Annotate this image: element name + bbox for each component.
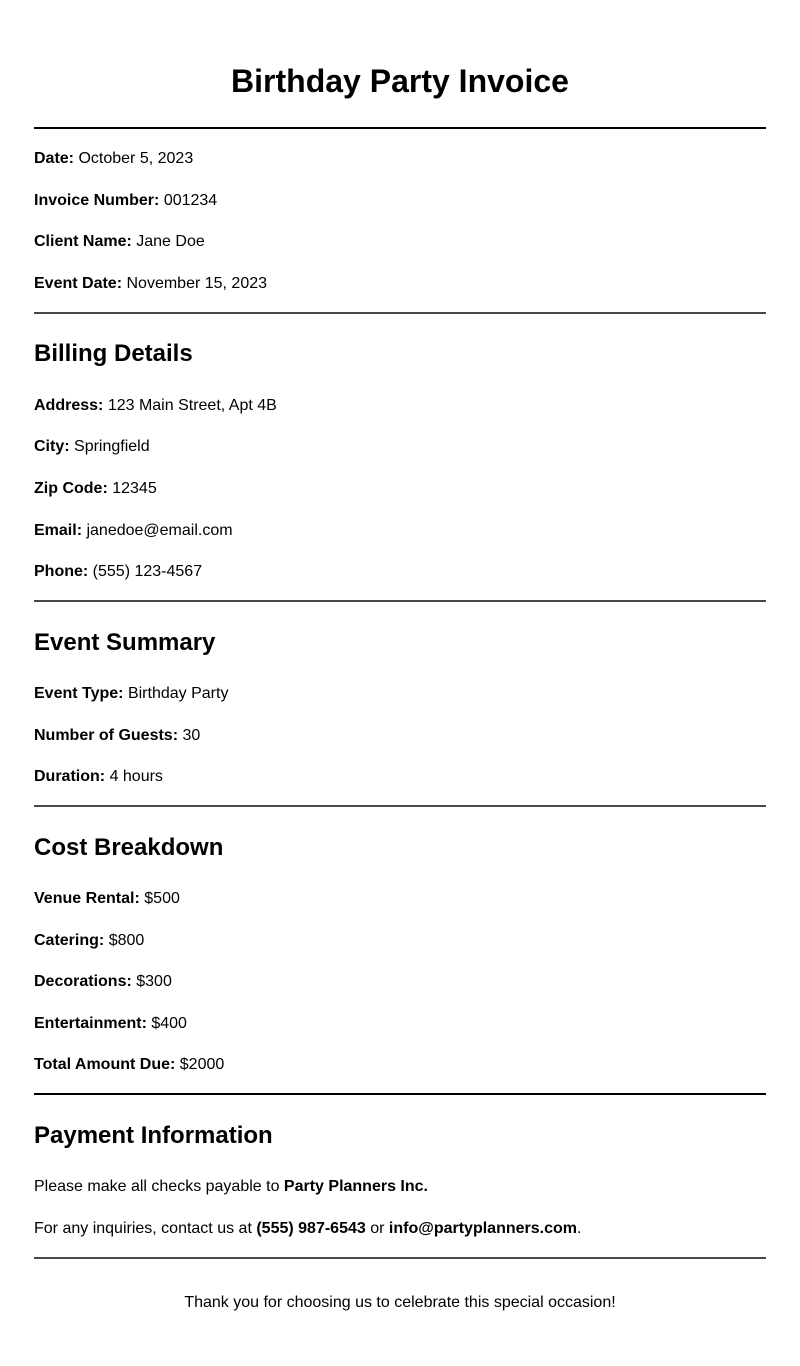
summary-heading: Event Summary bbox=[34, 629, 216, 656]
inquiries-text: For any inquiries, contact us at bbox=[34, 1220, 252, 1237]
client-name-value: Jane Doe bbox=[136, 233, 205, 250]
decorations-label: Decorations: bbox=[34, 973, 132, 990]
entertainment-row bbox=[34, 1014, 187, 1034]
phone-label: Phone: bbox=[34, 563, 89, 580]
contact-phone: (555) 987-6543 bbox=[256, 1220, 366, 1237]
payment-heading: Payment Information bbox=[34, 1122, 273, 1149]
date-value: October 5, 2023 bbox=[78, 150, 194, 167]
address-value: 123 Main Street, Apt 4B bbox=[107, 397, 277, 414]
or-text: or bbox=[370, 1220, 385, 1237]
event-type-label: Event Type: bbox=[34, 685, 124, 702]
event-date-value: November 15, 2023 bbox=[126, 275, 268, 292]
event-type-value: Birthday Party bbox=[127, 685, 229, 702]
billing-heading: Billing Details bbox=[34, 340, 193, 367]
venue-value: $500 bbox=[144, 890, 180, 907]
total-row bbox=[34, 1055, 224, 1075]
thank-you-footer: Thank you for choosing us to celebrate this special occasion! bbox=[184, 1294, 616, 1311]
venue-label: Venue Rental: bbox=[34, 890, 140, 907]
divider bbox=[34, 600, 766, 602]
payee-name: Party Planners Inc. bbox=[283, 1178, 428, 1195]
guests-label: Number of Guests: bbox=[34, 727, 179, 744]
entertainment-label: Entertainment: bbox=[34, 1015, 147, 1032]
invoice-number-label: Invoice Number: bbox=[34, 192, 160, 209]
zip-value: 12345 bbox=[112, 480, 157, 497]
guests-value: 30 bbox=[182, 727, 201, 744]
divider bbox=[34, 1257, 766, 1259]
date-label: Date: bbox=[34, 150, 75, 167]
guests-row bbox=[34, 726, 200, 746]
email-value: janedoe@email.com bbox=[86, 522, 233, 539]
period: . bbox=[576, 1220, 582, 1237]
contact-email: info@partyplanners.com bbox=[388, 1220, 577, 1237]
decorations-value: $300 bbox=[136, 973, 172, 990]
decorations-row bbox=[34, 972, 172, 992]
divider bbox=[34, 805, 766, 807]
duration-value: 4 hours bbox=[109, 768, 163, 785]
total-label: Total Amount Due: bbox=[34, 1056, 176, 1073]
total-value: $2000 bbox=[179, 1056, 225, 1073]
email-label: Email: bbox=[34, 522, 83, 539]
duration-label: Duration: bbox=[34, 768, 106, 785]
costs-heading: Cost Breakdown bbox=[34, 834, 224, 861]
city-value: Springfield bbox=[74, 438, 150, 455]
catering-row bbox=[34, 931, 144, 951]
divider bbox=[34, 1093, 766, 1095]
address-label: Address: bbox=[34, 397, 104, 414]
phone-value: (555) 123-4567 bbox=[92, 563, 203, 580]
city-label: City: bbox=[34, 438, 70, 455]
event-type-row bbox=[34, 684, 228, 704]
email-row bbox=[34, 521, 233, 541]
zip-label: Zip Code: bbox=[34, 480, 108, 497]
zip-row bbox=[34, 479, 157, 499]
divider bbox=[34, 127, 766, 129]
catering-label: Catering: bbox=[34, 932, 105, 949]
divider bbox=[34, 312, 766, 314]
checks-text: Please make all checks payable to bbox=[34, 1178, 280, 1195]
venue-row bbox=[34, 889, 180, 909]
date-row bbox=[34, 149, 193, 169]
invoice-number-row bbox=[34, 191, 217, 211]
inquiries-row bbox=[34, 1219, 581, 1239]
entertainment-value: $400 bbox=[151, 1015, 187, 1032]
invoice-title: Birthday Party Invoice bbox=[231, 63, 569, 99]
phone-row bbox=[34, 562, 202, 582]
client-name-row bbox=[34, 232, 205, 252]
event-date-row bbox=[34, 274, 267, 294]
address-row bbox=[34, 396, 277, 416]
duration-row bbox=[34, 767, 163, 787]
event-date-label: Event Date: bbox=[34, 275, 123, 292]
city-row bbox=[34, 437, 150, 457]
catering-value: $800 bbox=[108, 932, 145, 949]
invoice-number-value: 001234 bbox=[163, 192, 218, 209]
checks-row bbox=[34, 1177, 428, 1197]
client-name-label: Client Name: bbox=[34, 233, 132, 250]
